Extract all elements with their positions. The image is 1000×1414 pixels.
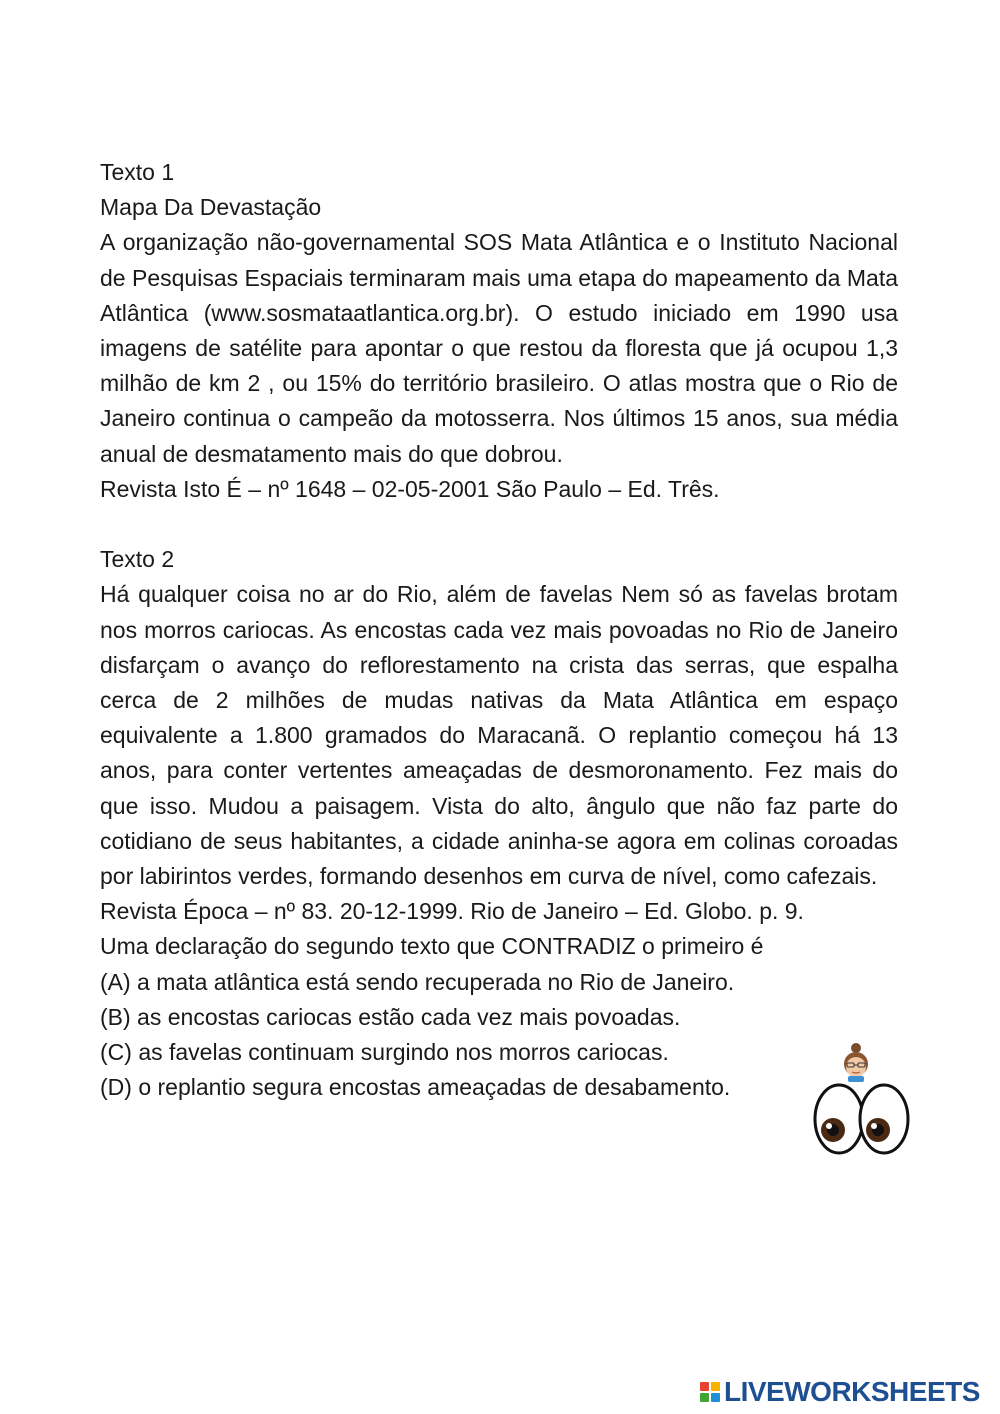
texto2-body: Há qualquer coisa no ar do Rio, além de favelas Nem só as favelas brotam nos morros cariocas. As encostas cada vez mais povoadas no Rio de Janeiro disfarçam o avanço do reflorestamento na crista das serras, que espalha cerca de 2 milhões de mudas nativas da Mata Atlântica em espaço equivalente a 1.800 gramados do Maracanã. O replantio começou há 13 anos, para conter vertentes ameaçadas de desmoronamento. Fez mais do que isso. Mudou a paisagem. Vista do alto, ângulo que não faz parte do cotidiano de seus habitantes, a cidade aninha-se agora em colinas coroadas por labirintos verdes, formando desenhos em curva de nível, como cafezais.: [100, 581, 898, 890]
logo-block-green: [700, 1393, 709, 1402]
option-c[interactable]: (C) as favelas continuam surgindo nos morros cariocas.: [100, 1039, 669, 1066]
logo-blocks-icon: [700, 1382, 720, 1402]
paragraph-spacer: [100, 507, 898, 542]
option-b[interactable]: (B) as encostas cariocas estão cada vez mais povoadas.: [100, 1003, 681, 1030]
logo-block-blue: [711, 1393, 720, 1402]
texto1-title: Mapa Da Devastação: [100, 194, 322, 221]
texto1-heading: Texto 1: [100, 159, 175, 185]
logo-block-red: [700, 1382, 709, 1391]
texto2-heading: Texto 2: [100, 546, 175, 573]
texto2-source: Revista Época – nº 83. 20-12-1999. Rio de Janeiro – Ed. Globo. p. 9.: [100, 898, 804, 925]
option-d[interactable]: (D) o replantio segura encostas ameaçadas de desabamento.: [100, 1074, 731, 1101]
question-prompt: Uma declaração do segundo texto que CONTRADIZ o primeiro é: [100, 933, 764, 960]
worksheet-content: [100, 155, 898, 1105]
option-a[interactable]: (A) a mata atlântica está sendo recuperada no Rio de Janeiro.: [100, 968, 735, 995]
texto1-body: A organização não-governamental SOS Mata Atlântica e o Instituto Nacional de Pesquisas Espaciais terminaram mais uma etapa do mapeamento da Mata Atlântica (www.sosmataatlantica.org.br). O estudo iniciado em 1990 usa imagens de satélite para apontar o que restou da floresta que já ocupou 1,3 milhão de km 2 , ou 15% do território brasileiro. O atlas mostra que o Rio de Janeiro continua o campeão da motosserra. Nos últimos 15 anos, sua média anual de desmatamento mais do que dobrou.: [100, 229, 898, 467]
peeking-girl-icon: [806, 1042, 916, 1162]
texto1-source: Revista Isto É – nº 1648 – 02-05-2001 São Paulo – Ed. Três.: [100, 475, 720, 502]
liveworksheets-logo[interactable]: [700, 1376, 980, 1408]
logo-text: LIVEWORKSHEETS: [724, 1376, 980, 1407]
logo-block-yellow: [711, 1382, 720, 1391]
